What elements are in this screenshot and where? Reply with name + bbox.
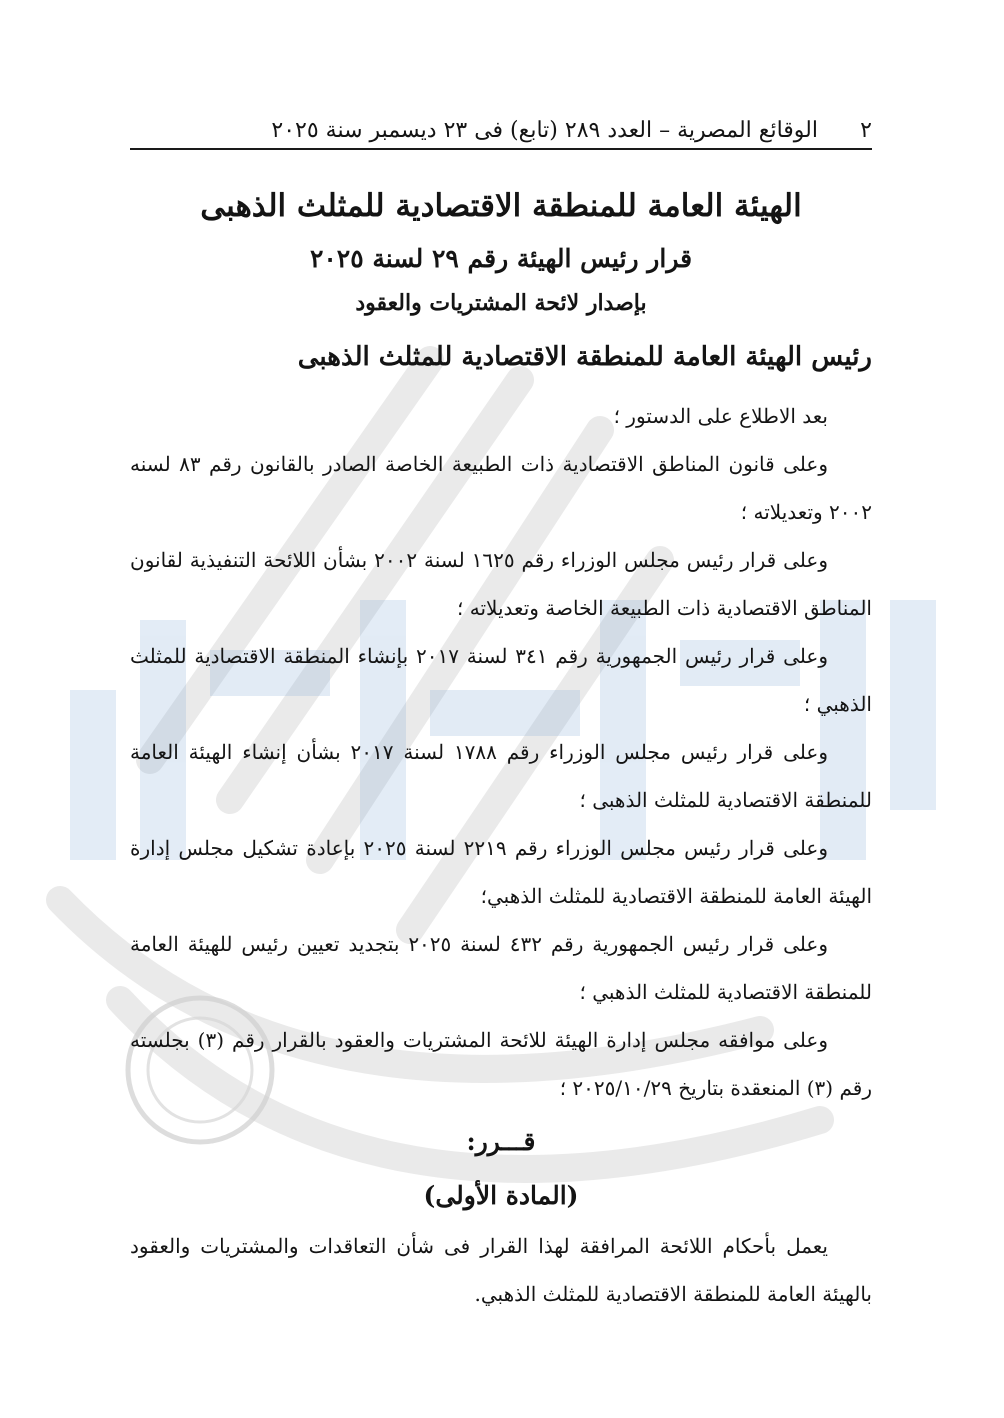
preamble-paragraph: وعلى موافقه مجلس إدارة الهيئة للائحة المشتريات والعقود بالقرار رقم (٣) بجلسته رقم (٣) المنعقدة بتاريخ ٢٠٢٥/١٠/٢٩ ؛ — [130, 1028, 872, 1100]
article-title: (المادة الأولى) — [423, 1181, 579, 1210]
preamble-paragraph: وعلى قرار رئيس مجلس الوزراء رقم ٢٢١٩ لسنة ٢٠٢٥ بإعادة تشكيل مجلس إدارة الهيئة العامة للمنطقة الاقتصادية للمثلث الذهبي؛ — [130, 836, 872, 908]
gazette-page — [130, 0, 872, 1418]
preamble-paragraph: وعلى قانون المناطق الاقتصادية ذات الطبيعة الخاصة الصادر بالقانون رقم ٨٣ لسنه ٢٠٠٢ وتعديلاته ؛ — [130, 452, 872, 524]
page-number: ٢ — [860, 117, 872, 143]
issuer-heading: رئيس الهيئة العامة للمنطقة الاقتصادية للمثلث الذهبى — [297, 342, 872, 372]
preamble-paragraph: وعلى قرار رئيس الجمهورية رقم ٣٤١ لسنة ٢٠١٧ بإنشاء المنطقة الاقتصادية للمثلث الذهبي ؛ — [130, 644, 872, 716]
preamble-paragraph: وعلى قرار رئيس الجمهورية رقم ٤٣٢ لسنة ٢٠٢٥ بتجديد تعيين رئيس للهيئة العامة للمنطقة الاقتصادية للمثلث الذهبي ؛ — [130, 932, 872, 1004]
preamble-paragraph: وعلى قرار رئيس مجلس الوزراء رقم ١٦٢٥ لسنة ٢٠٠٢ بشأن اللائحة التنفيذية لقانون المناطق الاقتصادية ذات الطبيعة الخاصة وتعديلاته ؛ — [130, 548, 872, 620]
authority-title: الهيئة العامة للمنطقة الاقتصادية للمثلث الذهبى — [200, 188, 802, 224]
decision-body — [130, 392, 872, 1318]
preamble-paragraph: بعد الاطلاع على الدستور ؛ — [613, 404, 828, 428]
decision-title: قرار رئيس الهيئة رقم ٢٩ لسنة ٢٠٢٥ — [309, 244, 693, 273]
issue-line: الوقائع المصرية – العدد ٢٨٩ (تابع) فى ٢٣ ديسمبر سنة ٢٠٢٥ — [271, 117, 818, 143]
page-header — [130, 112, 872, 150]
article-text: يعمل بأحكام اللائحة المرافقة لهذا القرار فى شأن التعاقدات والمشتريات والعقود بالهيئة العامة للمنطقة الاقتصادية للمثلث الذهبي. — [130, 1234, 872, 1306]
preamble-paragraph: وعلى قرار رئيس مجلس الوزراء رقم ١٧٨٨ لسنة ٢٠١٧ بشأن إنشاء الهيئة العامة للمنطقة الاقتصادية للمثلث الذهبى ؛ — [130, 740, 872, 812]
decision-label: قـــرر: — [466, 1127, 536, 1156]
decision-subject: بإصدار لائحة المشتريات والعقود — [355, 290, 647, 316]
